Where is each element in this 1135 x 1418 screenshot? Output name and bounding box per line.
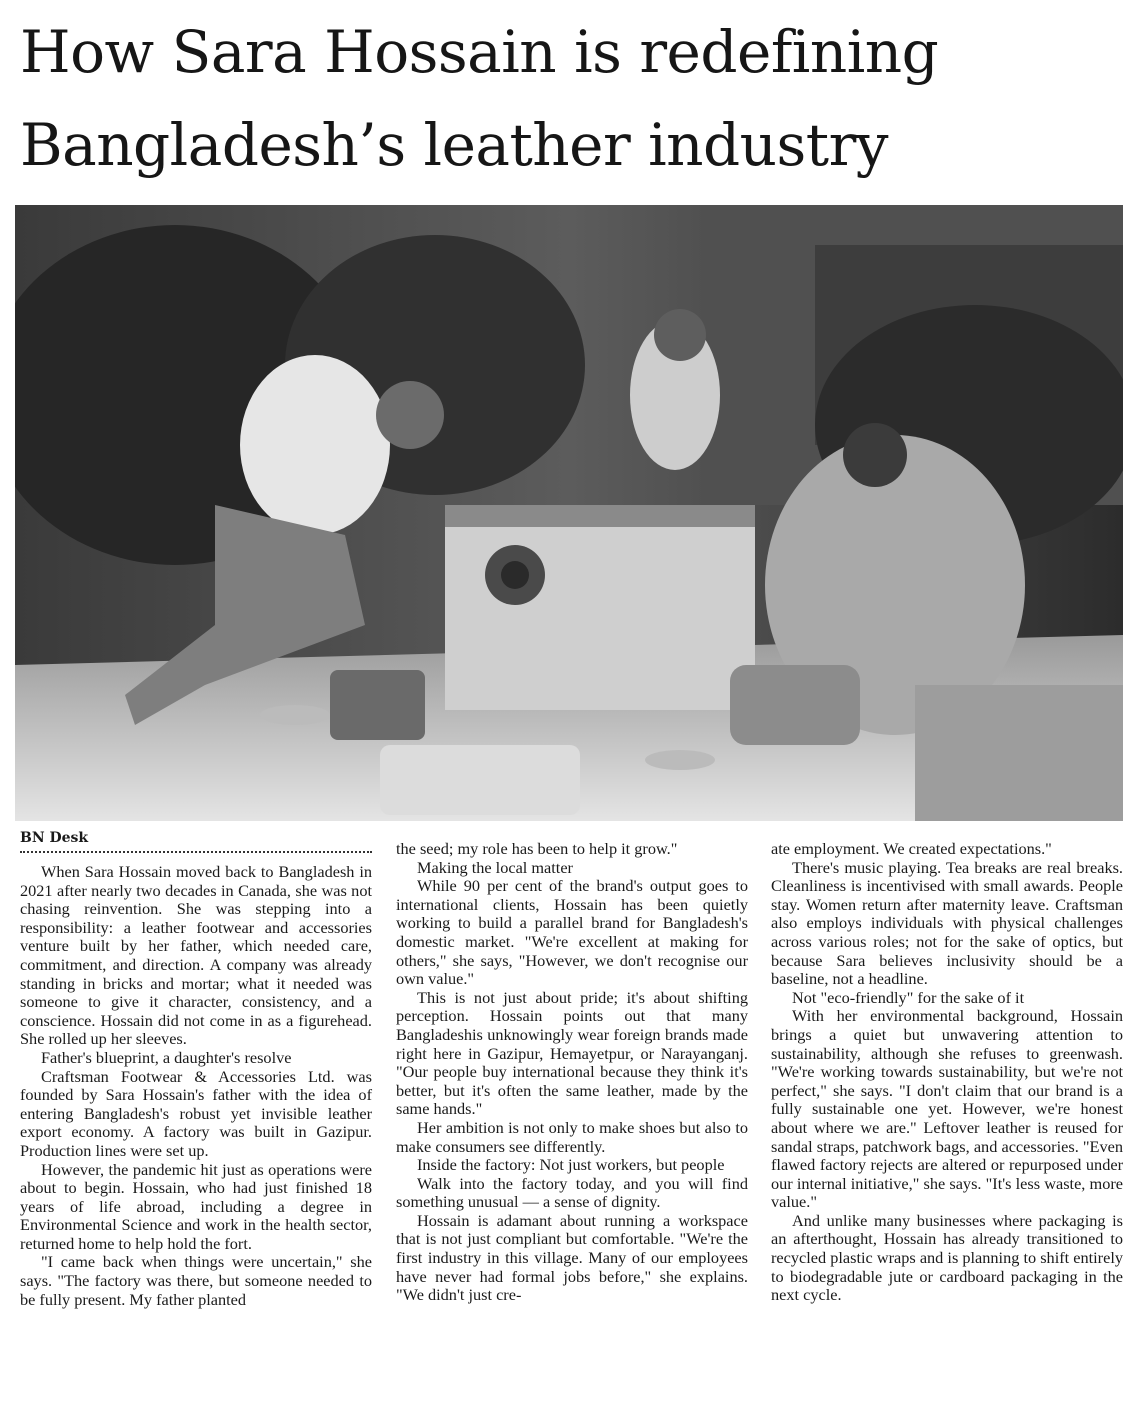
headline-line-1: How Sara Hossain is redefining xyxy=(20,18,939,86)
article-column-1 xyxy=(20,863,372,1309)
article-column-2 xyxy=(396,840,748,1305)
subheading: Inside the factory: Not just workers, but people xyxy=(417,1155,725,1175)
paragraph: Craftsman Footwear & Accessories Ltd. was founded by Sara Hossain's father with the idea of entering Bangladesh's robust yet invisible leather export economy. A factory was built in Gazipur. Production lines were set up. xyxy=(20,1066,372,1160)
headline xyxy=(20,6,1120,192)
paragraph: When Sara Hossain moved back to Bangladesh in 2021 after nearly two decades in Canada, she was not chasing reinvention. She was stepping into a responsibility: a leather footwear and accessories venture built by her father, which needed care, commitment, and direction. A company was already standing in bricks and mortar; what it needed was someone to give it character, consistency, and a conscience. Hossain did not come in as a figurehead. She rolled up her sleeves. xyxy=(20,862,372,1049)
subheading: Not "eco-friendly" for the sake of it xyxy=(792,987,1025,1007)
subheading: Making the local matter xyxy=(417,857,573,877)
paragraph: Her ambition is not only to make shoes but also to make consumers see differently. xyxy=(396,1117,748,1156)
paragraph: Walk into the factory today, and you will find something unusual — a sense of dignity. xyxy=(396,1173,748,1212)
paragraph: This is not just about pride; it's about shifting perception. Hossain points out that many Bangladeshis unknowingly wear foreign brands made right here in Gazipur, Hemayetpur, or Narayanganj. "Our people buy international because they think it's better, but it's often the same leather, made by the same hands." xyxy=(396,987,748,1119)
paragraph-continued: ate employment. We created expectations." xyxy=(771,839,1052,858)
paragraph: Hossain is adamant about running a workspace that is not just compliant but comfortable. "We're the first industry in this village. Many of our employees have never had formal jobs before," she explains. "We didn't just cre- xyxy=(396,1210,748,1305)
headline-line-2: Bangladesh’s leather industry xyxy=(20,111,889,179)
paragraph: While 90 per cent of the brand's output goes to international clients, Hossain has been quietly working to build a parallel brand for Bangladesh's domestic market. "We're excellent at making for others," she says, "However, we don't recognise our own value." xyxy=(396,876,748,989)
byline-divider xyxy=(20,851,372,853)
paragraph: However, the pandemic hit just as operations were about to begin. Hossain, who had just finished 18 years of life abroad, including a degree in Environmental Science and work in the health sector, returned home to help hold the fort. xyxy=(20,1159,372,1253)
article-column-3 xyxy=(771,840,1123,1305)
paragraph: "I came back when things were uncertain," she says. "The factory was there, but someone needed to be fully present. My father planted xyxy=(20,1252,372,1309)
subheading: Father's blueprint, a daughter's resolve xyxy=(41,1047,292,1067)
paragraph: There's music playing. Tea breaks are real breaks. Cleanliness is incentivised with small awards. People stay. Women return after maternity leave. Craftsman also employs individuals with physical challenges across various roles; not for the sake of optics, but because Sara believes inclusivity should be a baseline, not a headline. xyxy=(771,857,1123,989)
paragraph: With her environmental background, Hossain brings a quiet but unwavering attention to sustainability, although she refuses to greenwash. "We're working towards sustainability, but we're not perfect," she says. "I don't claim that our brand is a fully sustainable one yet. However, we're honest about where we are." Leftover leather is reused for sandal straps, patchwork bags, and accessories. "Even flawed factory rejects are altered or repurposed under our internal initiative," she says. "It's less waste, more value." xyxy=(771,1006,1123,1212)
byline: BN Desk xyxy=(20,830,89,846)
editorial-photo-icon xyxy=(15,205,1123,821)
article-photo xyxy=(15,205,1123,821)
paragraph-continued: the seed; my role has been to help it grow." xyxy=(396,839,678,858)
paragraph: And unlike many businesses where packaging is an afterthought, Hossain has already transitioned to recycled plastic wraps and is planning to shift entirely to biodegradable jute or cardboard packaging in the next cycle. xyxy=(771,1210,1123,1305)
